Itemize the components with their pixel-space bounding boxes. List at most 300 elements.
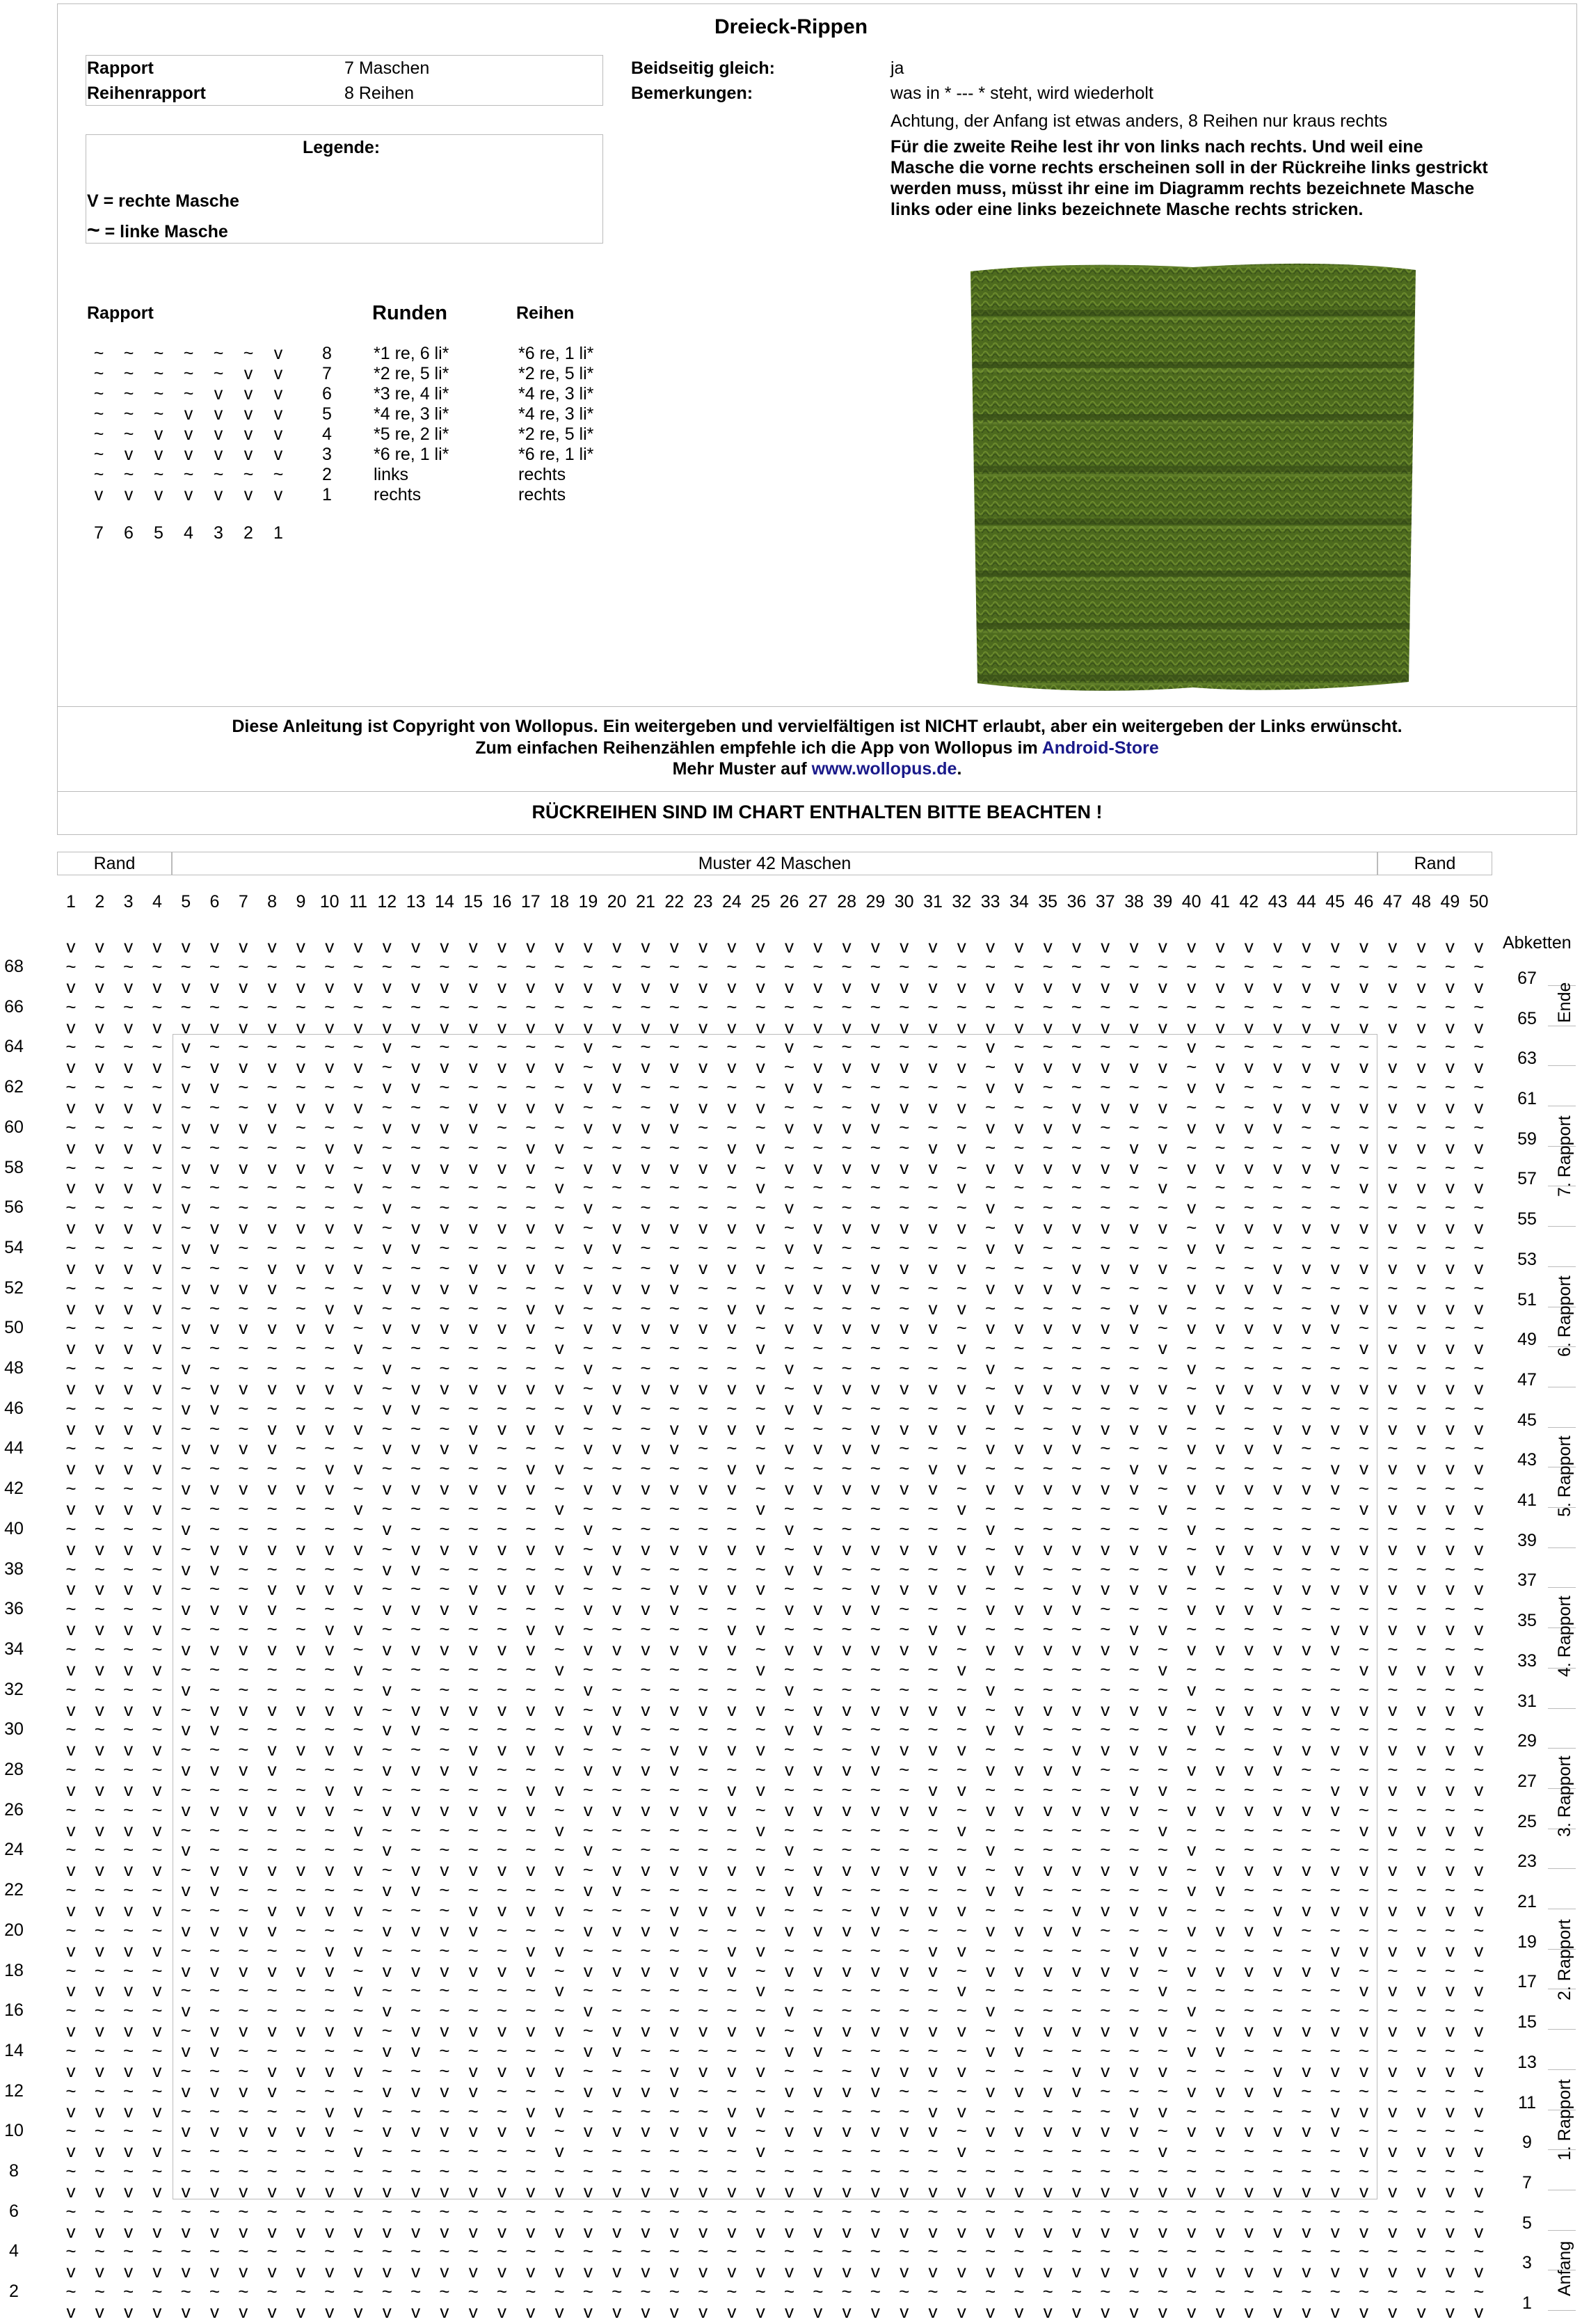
chart-stitch: ~ bbox=[582, 1257, 593, 1278]
chart-stitch: ~ bbox=[698, 2080, 709, 2101]
chart-stitch: ~ bbox=[813, 1678, 824, 1700]
chart-stitch: v bbox=[669, 1739, 679, 1760]
chart-stitch: ~ bbox=[985, 1618, 996, 1640]
chart-stitch: v bbox=[181, 1719, 191, 1740]
rapport-cell: v bbox=[273, 424, 283, 444]
chart-stitch: v bbox=[870, 2220, 880, 2242]
chart-stitch: ~ bbox=[1473, 1036, 1485, 1058]
chart-stitch: ~ bbox=[726, 1076, 737, 1098]
chart-stitch: v bbox=[239, 1859, 248, 1881]
chart-stitch: v bbox=[1302, 2261, 1311, 2282]
chart-stitch: v bbox=[900, 1217, 909, 1239]
chart-stitch: v bbox=[1101, 2060, 1110, 2081]
rapport-reihen-text: *2 re, 5 li* bbox=[518, 364, 594, 383]
chart-stitch: v bbox=[526, 2261, 536, 2282]
chart-stitch: ~ bbox=[1186, 996, 1197, 1017]
chart-stitch: ~ bbox=[496, 1277, 508, 1298]
android-store-link[interactable]: Android-Store bbox=[1041, 738, 1159, 758]
chart-stitch: ~ bbox=[870, 1980, 881, 2001]
chart-stitch: ~ bbox=[640, 1618, 651, 1640]
chart-stitch: v bbox=[1445, 1498, 1455, 1519]
chart-stitch: ~ bbox=[870, 1358, 881, 1379]
chart-stitch: v bbox=[411, 2039, 421, 2061]
chart-stitch: ~ bbox=[1243, 1939, 1254, 1961]
chart-stitch: v bbox=[583, 1236, 593, 1258]
chart-stitch: ~ bbox=[1014, 1257, 1025, 1278]
chart-stitch: v bbox=[756, 1578, 765, 1600]
chart-stitch: ~ bbox=[755, 1959, 766, 1981]
chart-stitch: ~ bbox=[1157, 1719, 1168, 1740]
chart-stitch: ~ bbox=[726, 1236, 737, 1258]
chart-stitch: ~ bbox=[1272, 1819, 1284, 1840]
chart-stitch: v bbox=[95, 1016, 104, 1037]
chart-stitch: v bbox=[870, 2261, 880, 2282]
chart-stitch: v bbox=[152, 1377, 162, 1399]
chart-stitch: ~ bbox=[1243, 2200, 1254, 2222]
chart-stitch: ~ bbox=[180, 1658, 191, 1680]
chart-stitch: v bbox=[1359, 1538, 1368, 1559]
chart-stitch: ~ bbox=[1387, 1598, 1398, 1620]
chart-stitch: v bbox=[870, 1438, 880, 1459]
chart-stitch: ~ bbox=[1473, 1277, 1485, 1298]
chart-stitch: v bbox=[66, 1980, 76, 2001]
chart-stitch: v bbox=[1101, 1417, 1110, 1439]
chart-stitch: ~ bbox=[612, 1900, 623, 1920]
rapport-cell: ~ bbox=[93, 465, 104, 484]
chart-stitch: v bbox=[1072, 1598, 1081, 1620]
chart-stitch: v bbox=[1388, 2261, 1398, 2282]
chart-stitch: v bbox=[1158, 1900, 1167, 1920]
chart-stitch: ~ bbox=[1014, 996, 1025, 1017]
chart-stitch: ~ bbox=[353, 2120, 364, 2142]
chart-stitch: v bbox=[468, 1919, 478, 1941]
chart-stitch: v bbox=[411, 1879, 421, 1901]
chart-stitch: ~ bbox=[1128, 2281, 1140, 2302]
chart-stitch: ~ bbox=[726, 1177, 737, 1198]
chart-stitch: ~ bbox=[353, 1438, 364, 1459]
row-number-left: 2 bbox=[9, 2282, 19, 2302]
chart-stitch: ~ bbox=[726, 2200, 737, 2222]
chart-stitch: ~ bbox=[927, 1397, 938, 1419]
chart-stitch: ~ bbox=[669, 1337, 680, 1359]
chart-stitch: ~ bbox=[1071, 1980, 1082, 2001]
chart-stitch: v bbox=[296, 1739, 305, 1760]
column-number: 7 bbox=[238, 892, 248, 912]
chart-stitch: v bbox=[1187, 1598, 1197, 1620]
chart-stitch: ~ bbox=[726, 1819, 737, 1840]
chart-stitch: v bbox=[1014, 1558, 1024, 1579]
chart-stitch: ~ bbox=[496, 1919, 508, 1941]
chart-stitch: v bbox=[1158, 2261, 1167, 2282]
chart-stitch: v bbox=[1330, 2261, 1340, 2282]
chart-stitch: v bbox=[1302, 1900, 1311, 1920]
chart-stitch: ~ bbox=[813, 1939, 824, 1961]
chart-stitch: ~ bbox=[1416, 2160, 1427, 2182]
chart-stitch: v bbox=[727, 1458, 737, 1479]
chart-stitch: v bbox=[382, 1156, 392, 1178]
chart-stitch: ~ bbox=[927, 2200, 938, 2222]
chart-stitch: v bbox=[900, 1538, 909, 1559]
chart-stitch: v bbox=[986, 2000, 996, 2021]
row-number-right: 25 bbox=[1517, 1811, 1537, 1831]
chart-stitch: v bbox=[1359, 1618, 1368, 1640]
row-number-right: 49 bbox=[1517, 1330, 1537, 1350]
chart-stitch: ~ bbox=[1128, 1518, 1140, 1539]
chart-stitch: ~ bbox=[525, 1116, 536, 1138]
chart-stitch: ~ bbox=[755, 1156, 766, 1178]
chart-stitch: ~ bbox=[582, 1900, 593, 1920]
chart-stitch: v bbox=[1359, 1900, 1368, 1920]
chart-stitch: ~ bbox=[783, 1337, 795, 1359]
chart-stitch: ~ bbox=[755, 996, 766, 1017]
chart-stitch: ~ bbox=[783, 1056, 795, 1078]
chart-stitch: ~ bbox=[1387, 1799, 1398, 1820]
chart-stitch: v bbox=[124, 1819, 134, 1840]
chart-stitch: ~ bbox=[698, 1778, 709, 1800]
chart-stitch: ~ bbox=[381, 2241, 392, 2262]
chart-stitch: v bbox=[1215, 1598, 1225, 1620]
chart-stitch: ~ bbox=[1473, 2241, 1485, 2262]
chart-stitch: ~ bbox=[669, 2241, 680, 2262]
chart-stitch: ~ bbox=[582, 1056, 593, 1078]
chart-stitch: v bbox=[612, 1277, 622, 1298]
chart-stitch: ~ bbox=[841, 1939, 852, 1961]
chart-stitch: v bbox=[870, 936, 880, 957]
row-number-right: 31 bbox=[1517, 1691, 1537, 1711]
chart-stitch: ~ bbox=[1243, 2000, 1254, 2021]
row-number-left: 22 bbox=[4, 1880, 24, 1900]
chart-stitch: ~ bbox=[1301, 2160, 1312, 2182]
chart-stitch: ~ bbox=[1243, 1658, 1254, 1680]
chart-stitch: ~ bbox=[640, 1236, 651, 1258]
chart-stitch: v bbox=[900, 1156, 909, 1178]
chart-stitch: ~ bbox=[899, 1397, 910, 1419]
rapport-cell: v bbox=[273, 364, 283, 383]
chart-stitch: ~ bbox=[640, 1879, 651, 1901]
chart-stitch: ~ bbox=[927, 1980, 938, 2001]
chart-stitch: v bbox=[957, 1297, 966, 1319]
chart-stitch: ~ bbox=[238, 1036, 249, 1058]
chart-stitch: v bbox=[181, 1558, 191, 1579]
chart-stitch: ~ bbox=[439, 1980, 450, 2001]
chart-stitch: v bbox=[583, 2301, 593, 2322]
rapport-cell: ~ bbox=[153, 344, 164, 363]
chart-stitch: ~ bbox=[238, 2281, 249, 2302]
chart-stitch: ~ bbox=[65, 996, 77, 1017]
chart-stitch: v bbox=[382, 2120, 392, 2142]
column-number: 34 bbox=[1009, 892, 1029, 912]
chart-stitch: ~ bbox=[783, 2160, 795, 2182]
chart-stitch: v bbox=[95, 1257, 104, 1278]
chart-stitch: v bbox=[785, 2261, 794, 2282]
chart-stitch: ~ bbox=[1128, 2000, 1140, 2021]
chart-stitch: v bbox=[1302, 1417, 1311, 1439]
chart-stitch: ~ bbox=[612, 2000, 623, 2021]
chart-stitch: v bbox=[1187, 1397, 1197, 1419]
abketten-label: Abketten bbox=[1503, 933, 1572, 953]
chart-stitch: ~ bbox=[698, 2039, 709, 2061]
chart-stitch: ~ bbox=[698, 1076, 709, 1098]
chart-stitch: v bbox=[1158, 1698, 1167, 1720]
chart-stitch: v bbox=[1416, 2261, 1426, 2282]
chart-stitch: ~ bbox=[1358, 2039, 1370, 2061]
chart-stitch: v bbox=[669, 2301, 679, 2322]
chart-stitch: v bbox=[1359, 976, 1368, 997]
chart-stitch: v bbox=[1187, 1438, 1197, 1459]
chart-stitch: ~ bbox=[324, 2039, 335, 2061]
chart-stitch: v bbox=[239, 1217, 248, 1239]
row-number-right: 3 bbox=[1522, 2253, 1532, 2273]
chart-stitch: v bbox=[1474, 1980, 1484, 2001]
chart-stitch: v bbox=[267, 2020, 277, 2042]
chart-stitch: v bbox=[411, 2180, 421, 2202]
row-number-left: 66 bbox=[4, 996, 24, 1017]
chart-stitch: v bbox=[325, 1698, 335, 1720]
chart-stitch: v bbox=[583, 2039, 593, 2061]
chart-stitch: v bbox=[152, 1618, 162, 1640]
chart-stitch: v bbox=[1445, 1377, 1455, 1399]
chart-stitch: ~ bbox=[1100, 1036, 1111, 1058]
chart-stitch: v bbox=[1043, 2020, 1053, 2042]
chart-stitch: v bbox=[124, 1538, 134, 1559]
chart-stitch: ~ bbox=[1358, 1438, 1370, 1459]
chart-stitch: ~ bbox=[439, 1097, 450, 1117]
chart-stitch: ~ bbox=[266, 2160, 278, 2182]
chart-stitch: v bbox=[325, 1417, 335, 1439]
chart-stitch: v bbox=[813, 1638, 823, 1660]
row-number-left: 24 bbox=[4, 1840, 24, 1860]
chart-stitch: ~ bbox=[94, 1598, 105, 1620]
chart-stitch: ~ bbox=[496, 1759, 508, 1781]
chart-stitch: ~ bbox=[783, 996, 795, 1017]
chart-stitch: ~ bbox=[1329, 956, 1341, 978]
chart-stitch: ~ bbox=[1014, 1337, 1025, 1359]
wollopus-website-link[interactable]: www.wollopus.de bbox=[811, 759, 957, 779]
chart-stitch: v bbox=[124, 1257, 134, 1278]
chart-stitch: ~ bbox=[1215, 996, 1226, 1017]
chart-stitch: ~ bbox=[496, 1598, 508, 1620]
chart-stitch: ~ bbox=[870, 2200, 881, 2222]
chart-stitch: v bbox=[267, 2301, 277, 2322]
chart-stitch: ~ bbox=[496, 1297, 508, 1319]
chart-stitch: ~ bbox=[439, 996, 450, 1017]
chart-stitch: v bbox=[1416, 1859, 1426, 1881]
chart-stitch: ~ bbox=[985, 1538, 996, 1559]
chart-stitch: ~ bbox=[669, 996, 680, 1017]
chart-stitch: ~ bbox=[1042, 1980, 1053, 2001]
chart-stitch: v bbox=[526, 2220, 536, 2242]
chart-stitch: v bbox=[756, 976, 765, 997]
chart-stitch: v bbox=[526, 2020, 536, 2042]
chart-stitch: ~ bbox=[698, 1759, 709, 1781]
chart-stitch: ~ bbox=[1157, 1638, 1168, 1660]
chart-stitch: ~ bbox=[525, 1397, 536, 1419]
chart-stitch: v bbox=[1158, 1097, 1167, 1117]
chart-stitch: ~ bbox=[180, 2160, 191, 2182]
chart-stitch: ~ bbox=[468, 1297, 479, 1319]
chart-stitch: ~ bbox=[94, 1638, 105, 1660]
chart-stitch: ~ bbox=[1243, 2100, 1254, 2122]
chart-stitch: v bbox=[1244, 1217, 1254, 1239]
chart-stitch: v bbox=[986, 1919, 996, 1941]
rapport-row-number: 1 bbox=[322, 485, 332, 504]
chart-stitch: ~ bbox=[468, 1177, 479, 1198]
chart-stitch: ~ bbox=[726, 1277, 737, 1298]
chart-stitch: ~ bbox=[1301, 1558, 1312, 1579]
chart-stitch: v bbox=[1158, 1016, 1167, 1037]
column-number: 43 bbox=[1268, 892, 1288, 912]
chart-stitch: ~ bbox=[726, 1658, 737, 1680]
chart-stitch: ~ bbox=[813, 1297, 824, 1319]
chart-stitch: v bbox=[1474, 2180, 1484, 2202]
chart-stitch: v bbox=[756, 1900, 765, 1920]
chart-stitch: v bbox=[554, 1136, 564, 1158]
chart-stitch: ~ bbox=[496, 1397, 508, 1419]
chart-stitch: v bbox=[554, 1618, 564, 1640]
chart-stitch: v bbox=[1359, 1458, 1368, 1479]
chart-stitch: v bbox=[785, 1116, 794, 1138]
chart-stitch: ~ bbox=[1071, 2200, 1082, 2222]
chart-stitch: v bbox=[1330, 2060, 1340, 2081]
rapport-cell: v bbox=[214, 424, 223, 444]
chart-stitch: v bbox=[440, 1799, 449, 1820]
chart-stitch: v bbox=[440, 976, 449, 997]
chart-stitch: v bbox=[267, 1799, 277, 1820]
chart-stitch: ~ bbox=[1444, 1478, 1455, 1499]
chart-stitch: v bbox=[1215, 976, 1225, 997]
chart-stitch: ~ bbox=[1272, 2100, 1284, 2122]
chart-stitch: v bbox=[813, 2120, 823, 2142]
chart-stitch: ~ bbox=[266, 1980, 278, 2001]
chart-stitch: ~ bbox=[410, 1739, 422, 1760]
chart-stitch: v bbox=[641, 1217, 650, 1239]
chart-stitch: v bbox=[497, 1056, 506, 1078]
chart-stitch: v bbox=[928, 1458, 938, 1479]
row-number-right: 7 bbox=[1522, 2172, 1532, 2192]
chart-stitch: v bbox=[1043, 1277, 1053, 1298]
chart-stitch: ~ bbox=[1301, 1919, 1312, 1941]
chart-stitch: v bbox=[813, 1397, 823, 1419]
chart-stitch: ~ bbox=[1444, 1076, 1455, 1098]
chart-stitch: v bbox=[325, 2261, 335, 2282]
chart-stitch: ~ bbox=[985, 1859, 996, 1881]
chart-stitch: v bbox=[239, 1438, 248, 1459]
chart-stitch: ~ bbox=[180, 1900, 191, 1920]
chart-stitch: v bbox=[382, 1839, 392, 1861]
chart-stitch: v bbox=[957, 1337, 966, 1359]
chart-stitch: ~ bbox=[813, 1778, 824, 1800]
chart-stitch: v bbox=[296, 1377, 305, 1399]
divider bbox=[57, 791, 1577, 792]
chart-stitch: v bbox=[1129, 1778, 1139, 1800]
chart-stitch: v bbox=[1416, 1658, 1426, 1680]
chart-stitch: ~ bbox=[1272, 996, 1284, 1017]
chart-stitch: ~ bbox=[295, 1839, 306, 1861]
chart-stitch: v bbox=[1215, 1859, 1225, 1881]
chart-stitch: ~ bbox=[554, 1156, 565, 1178]
chart-stitch: v bbox=[468, 1759, 478, 1781]
chart-stitch: ~ bbox=[1100, 1136, 1111, 1158]
chart-stitch: v bbox=[1416, 2140, 1426, 2162]
chart-stitch: ~ bbox=[612, 2200, 623, 2222]
chart-stitch: v bbox=[1388, 1498, 1398, 1519]
chart-stitch: v bbox=[526, 1136, 536, 1158]
chart-stitch: v bbox=[181, 976, 191, 997]
chart-stitch: ~ bbox=[899, 1458, 910, 1479]
legend-knit: V = rechte Masche bbox=[87, 191, 239, 211]
chart-stitch: v bbox=[727, 976, 737, 997]
rapport-reihen-text: *6 re, 1 li* bbox=[518, 445, 594, 464]
rapport-cell: ~ bbox=[183, 465, 194, 484]
chart-stitch: ~ bbox=[698, 996, 709, 1017]
chart-stitch: ~ bbox=[266, 1839, 278, 1861]
chart-stitch: v bbox=[928, 1538, 938, 1559]
chart-stitch: v bbox=[669, 2220, 679, 2242]
chart-stitch: ~ bbox=[1329, 1076, 1341, 1098]
chart-stitch: ~ bbox=[381, 2200, 392, 2222]
chart-stitch: ~ bbox=[496, 1618, 508, 1640]
chart-stitch: v bbox=[1273, 1417, 1283, 1439]
chart-stitch: ~ bbox=[1186, 1056, 1197, 1078]
chart-stitch: ~ bbox=[381, 1136, 392, 1158]
chart-stitch: v bbox=[440, 1759, 449, 1781]
chart-stitch: ~ bbox=[1272, 1177, 1284, 1198]
chart-stitch: v bbox=[1244, 1538, 1254, 1559]
chart-stitch: ~ bbox=[554, 2039, 565, 2061]
chart-stitch: ~ bbox=[266, 1939, 278, 1961]
chart-stitch: v bbox=[1416, 2301, 1426, 2322]
chart-stitch: ~ bbox=[65, 2080, 77, 2101]
chart-stitch: ~ bbox=[496, 2241, 508, 2262]
chart-stitch: ~ bbox=[1128, 1658, 1140, 1680]
chart-stitch: v bbox=[1273, 1056, 1283, 1078]
row-number-right: 47 bbox=[1517, 1369, 1537, 1390]
chart-stitch: ~ bbox=[353, 1638, 364, 1660]
chart-stitch: ~ bbox=[353, 1277, 364, 1298]
chart-stitch: v bbox=[1215, 2080, 1225, 2101]
chart-stitch: ~ bbox=[439, 2100, 450, 2122]
chart-stitch: ~ bbox=[1387, 2000, 1398, 2021]
chart-stitch: v bbox=[1302, 936, 1311, 957]
chart-stitch: v bbox=[1014, 2261, 1024, 2282]
chart-stitch: ~ bbox=[698, 2100, 709, 2122]
chart-stitch: v bbox=[842, 1859, 852, 1881]
chart-stitch: ~ bbox=[1100, 1397, 1111, 1419]
chart-stitch: ~ bbox=[266, 1076, 278, 1098]
chart-stitch: v bbox=[1129, 1698, 1139, 1720]
chart-stitch: v bbox=[1187, 1759, 1197, 1781]
chart-stitch: ~ bbox=[238, 1458, 249, 1479]
chart-stitch: v bbox=[785, 2000, 794, 2021]
chart-stitch: ~ bbox=[1215, 1337, 1226, 1359]
chart-stitch: ~ bbox=[1444, 1879, 1455, 1901]
chart-stitch: ~ bbox=[94, 1678, 105, 1700]
chart-stitch: ~ bbox=[841, 1097, 852, 1117]
chart-stitch: v bbox=[411, 1317, 421, 1339]
chart-stitch: v bbox=[1187, 1116, 1197, 1138]
chart-stitch: ~ bbox=[985, 1297, 996, 1319]
rapport-value: 7 Maschen bbox=[344, 58, 430, 78]
chart-stitch: v bbox=[468, 1217, 478, 1239]
chart-stitch: v bbox=[296, 2301, 305, 2322]
chart-stitch: ~ bbox=[899, 2281, 910, 2302]
chart-stitch: ~ bbox=[582, 2200, 593, 2222]
chart-stitch: ~ bbox=[1444, 1116, 1455, 1138]
chart-stitch: ~ bbox=[353, 1719, 364, 1740]
chart-stitch: v bbox=[1273, 1698, 1283, 1720]
chart-stitch: v bbox=[698, 1016, 708, 1037]
chart-stitch: v bbox=[698, 1317, 708, 1339]
